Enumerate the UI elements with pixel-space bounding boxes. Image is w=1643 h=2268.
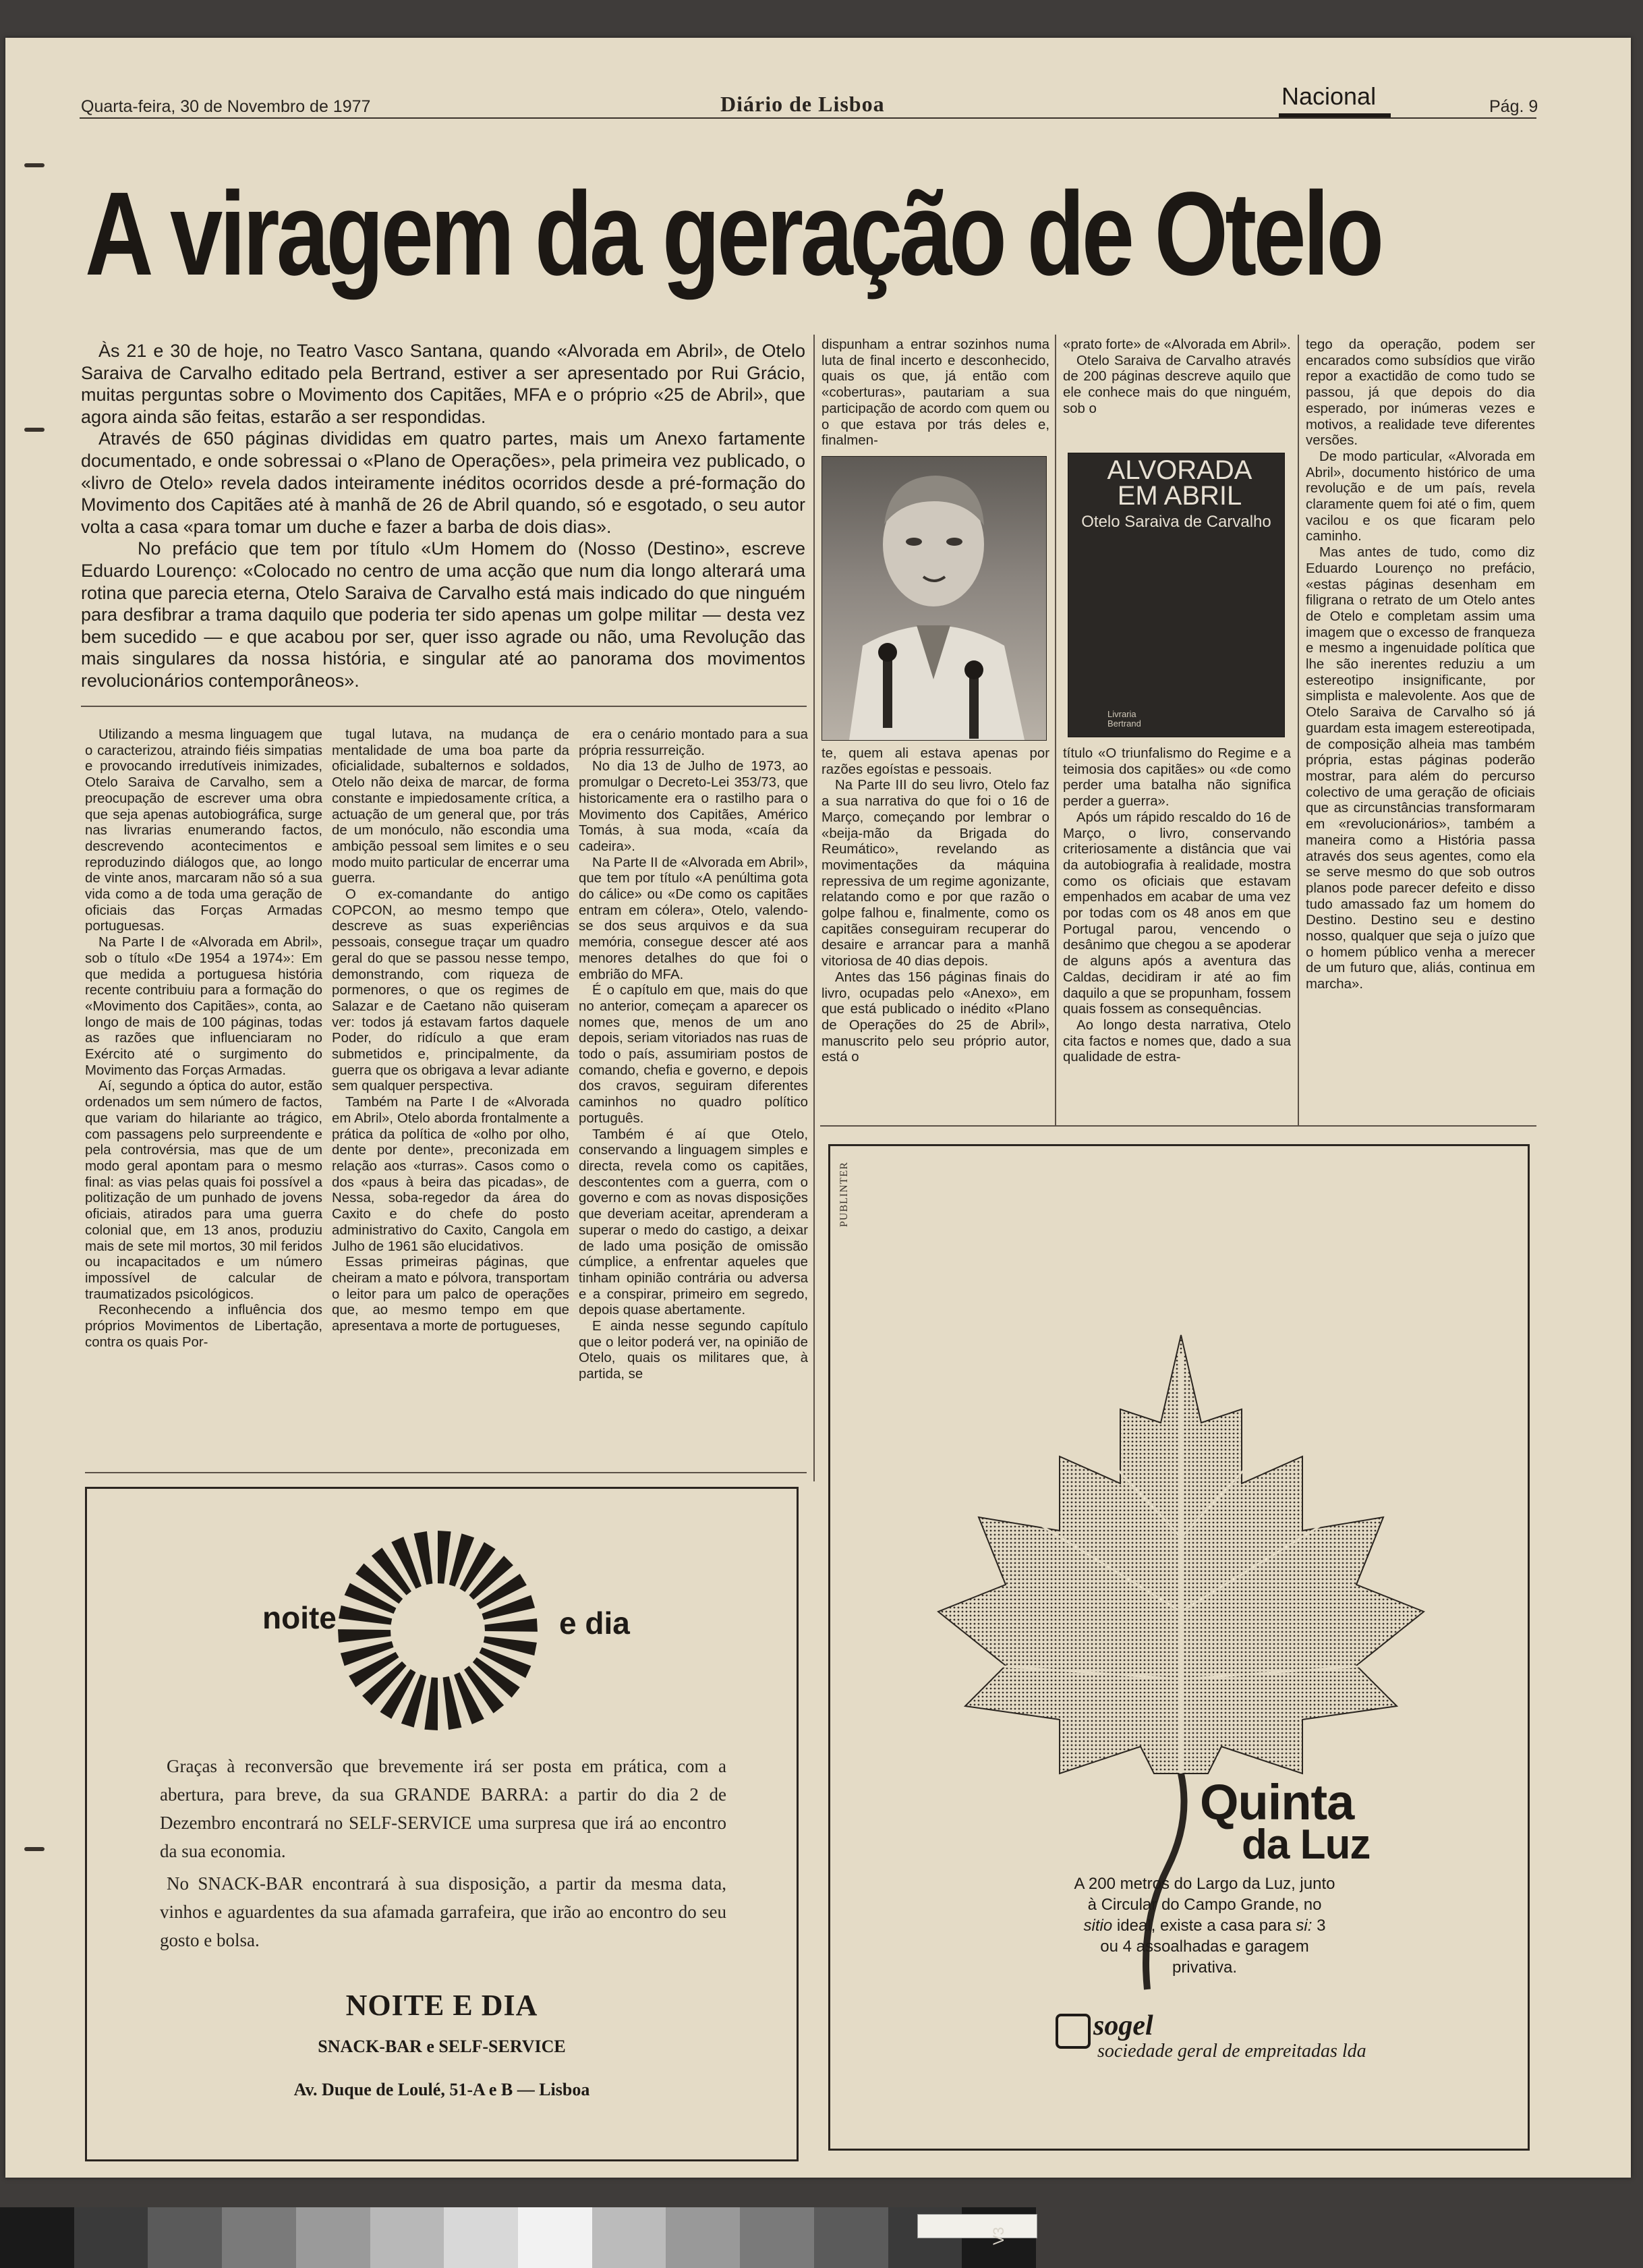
article-paragraph: Na Parte II de «Alvorada em Abril», que tem por título «A penúltima gota do cálice» ou «De como os capitães entram em cólera», Otelo, valendo-se dos seus arquivos e da sua memória, consegue descer até aos menores detalhes do que foi o embrião do MFA. [579, 855, 808, 982]
article-paragraph: tego da operação, podem ser encarados como subsídios que virão repor a exactidão de como tudo se passou, já que depois do dia esperado, por inúmeras vezes e motivos, a realidade teve diferentes versões. [1306, 337, 1535, 449]
quinta-brand-luz: da Luz [1242, 1821, 1371, 1868]
staple-mark [24, 1847, 45, 1851]
article-column-4-top [822, 337, 1049, 449]
article-column-5-top [1063, 337, 1291, 418]
lead-paragraph: Às 21 e 30 de hoje, no Teatro Vasco Santana, quando «Alvorada em Abril», de Otelo Saraiva de Carvalho editado pela Bertrand, estiver a ser apresentado por Rui Grácio, muitas perguntas sobre o Movimento dos Capitães, MFA e o próprio «25 de Abril», que agora ainda são feitas, estarão a ser respondidas. [81, 341, 805, 427]
sunburst-ray [438, 1531, 451, 1584]
article-paragraph: era o cenário montado para a sua própria ressurreição. [579, 727, 808, 758]
otelo-photo [822, 456, 1047, 741]
ad-text-part: ideal, existe a casa para [1116, 1917, 1292, 1935]
article-paragraph: Na Parte III do seu livro, Otelo faz a sua narrativa do que foi o 16 de Março, começando por lembrar o «beija-mão da Brigada do Reumático», revelando as movimentações da máquina repressiva de um regime agonizante, relatando como e por que razão o golpe falhou e, finalmente, como os capitães conseguiram recuperar do desaire e arrancar para a manhã vitoriosa de 40 dias depois. [822, 778, 1049, 969]
article-paragraph: Utilizando a mesma linguagem que o caracterizou, atraindo fiéis simpatias e provocando irredutíveis inimizades, Otelo Saraiva de Carvalho, sem a preocupação de escrever uma obra que seja apenas autobiográfica, surge nas livrarias enumerando factos, descrevendo acontecimentos e reproduzindo diálogos que, ao longo de vinte anos, marcaram não só a sua vida como a de toda uma geração de oficiais das Forças Armadas portuguesas. [85, 727, 322, 934]
issue-date: Quarta-feira, 30 de Novembro de 1977 [81, 97, 371, 116]
article-column-1 [85, 727, 322, 1351]
article-column-2 [332, 727, 569, 1335]
article-paragraph: Também é aí que Otelo, conservando a linguagem simples e directa, revela como os capitães, descontentes com a guerra, com o governo e com as novas disposições que deveriam aceitar, aprenderam a superar o medo do castigo, a deixar de lado uma posição de omissão cúmplice, a enfrentar aqueles que tinham opinião contrária ou adversa e a conspirar, primeiro em segredo, depois quase abertamente. [579, 1127, 808, 1318]
headline: A viragem da geração de Otelo [85, 168, 1381, 300]
article-paragraph: Antes das 156 páginas finais do livro, ocupadas pelo «Anexo», em que está publicado o inédito «Plano de Operações do 25 de Abril», manuscrito pelo seu próprio autor, está o [822, 969, 1049, 1065]
sunburst-ray [484, 1618, 537, 1632]
ad-word-dia: e dia [559, 1606, 630, 1641]
article-paragraph: E ainda nesse segundo capítulo que o leitor poderá ver, na opinião de Otelo, quais os militares que, à partida, se [579, 1319, 808, 1382]
article-paragraph: Mas antes de tudo, como diz Eduardo Lourenço no prefácio, «estas páginas desenham em filigrana o retrato de um Otelo antes de Otelo e completam assim uma imagem que o excesso de franqueza e mesmo a ingenuidade política que lhe são inerentes reduziu a um estereotipo insignificante, por simplista e malevolente. Aos que de Otelo Saraiva de Carvalho só já guardam esta imagem estereotipada, de composição alheia mas também própria, estas páginas poderão mostrar, para além do percurso colectivo de uma geração de oficiais que as circunstâncias transformaram em «revolucionários», também a maneira como a História passa através dos seus agentes, como ela se serve mesmo do que sob outros planos pode parecer defeito e disso tudo amassado faz um homem do Destino. Destino seu e destino nosso, qualquer que seja o juízo que o homem público venha a merecer de um futuro que, aliás, continua em marcha». [1306, 545, 1535, 992]
book-author: Otelo Saraiva de Carvalho [1081, 513, 1271, 531]
article-paragraph: dispunham a entrar sozinhos numa luta de final incerto e desconhecido, quais os que, já então com «coberturas», pautariam a sua participação de acordo com quem ou o que estava por trás deles e, finalmen- [822, 337, 1049, 449]
article-column-6 [1306, 337, 1535, 993]
ad-text-part: A 200 metros do Largo da Luz, junto à Circular do Campo Grande, no [1074, 1875, 1335, 1914]
article-paragraph: O ex-comandante do antigo COPCON, ao mesmo tempo que descreve as suas experiências pessoais, consegue traçar um quadro geral do que se passou nesse tempo, demonstrando, com riqueza de pormenores, o que os regimes de Salazar e de Caetano não quiseram ver: todos já estavam fartos daquele Poder, do ridículo a que eram submetidos e, principalmente, da guerra que os obrigava a levar adiante sem qualquer perspectiva. [332, 887, 569, 1094]
newspaper-name: Diário de Lisboa [720, 92, 885, 116]
article-paragraph: Otelo Saraiva de Carvalho através de 200 páginas descreve aquilo que ele conhece mais do que ninguém, sob o [1063, 353, 1291, 416]
article-end-rule [85, 1472, 807, 1473]
noite-e-dia-ad [85, 1487, 799, 2161]
quinta-da-luz-ad [828, 1144, 1530, 2151]
article-end-rule [820, 1125, 1536, 1127]
article-paragraph: É o capítulo em que, mais do que no anterior, começam a aparecer os nomes que, menos de um ano depois, seriam vitoriados nas ruas de todo o país, assumiriam postos de comando, chefia e governo, e depois dos cravos, seguiram diferentes caminhos no quadro político português. [579, 983, 808, 1126]
ad-text-part: si: [1296, 1917, 1313, 1935]
article-paragraph: tugal lutava, na mudança de mentalidade de uma boa parte da oficialidade, subalternos e soldados, Otelo não deixa de marcar, de forma constante e impiedosamente crítica, a actuação de um general que, por trás de um monóculo, não escondia uma ambição pessoal sem limites e o seu modo muito particular de encerrar uma guerra. [332, 727, 569, 886]
article-column-4-bottom [822, 746, 1049, 1066]
ad-business-type: SNACK-BAR e SELF-SERVICE [318, 2037, 566, 2056]
scale-ruler [917, 2214, 1037, 2238]
header-rule [80, 117, 1536, 119]
lead-rule [81, 706, 807, 707]
article-paragraph: Também na Parte I de «Alvorada em Abril», Otelo aborda frontalmente a prática da política de «olho por olho, dente por dente», preconizada em relação aos «turras». Casos como o dos «paus à beira das picadas», de Nessa, soba-regedor da área do Caxito e do chefe do posto administrativo do Caxito, Cangola em Julho de 1961 são elucidativos. [332, 1095, 569, 1254]
article-paragraph: «prato forte» de «Alvorada em Abril». [1063, 337, 1291, 352]
ad-text-part: sitio [1083, 1917, 1113, 1935]
article-paragraph: Essas primeiras páginas, que cheiram a mato e pólvora, transportam o leitor para um palco de operações que, ao mesmo tempo em que apresentava a morte de portugueses, [332, 1255, 569, 1334]
section-name: Nacional [1281, 82, 1377, 110]
newspaper-page [5, 38, 1631, 2178]
ad-address: Av. Duque de Loulé, 51-A e B — Lisboa [293, 2080, 590, 2099]
article-column-5-bottom [1063, 746, 1291, 1066]
portrait-illustration [822, 457, 1046, 740]
sunburst-ray [424, 1677, 438, 1730]
book-title: ALVORADA EM ABRIL [1107, 455, 1252, 511]
ad-paragraph: Graças à reconversão que brevemente irá ser posta em prática, com a abertura, para breve, da sua GRANDE BARRA: a partir do dia 2 de Dezembro encontrará no SELF-SERVICE uma surpresa que irá ao encontro da sua economia. [160, 1756, 726, 1861]
book-publisher: Livraria Bertrand [1107, 709, 1141, 729]
ad-text-part: 3 ou 4 assoalhadas e garagem privativa. [1100, 1917, 1326, 1977]
ad-paragraph: No SNACK-BAR encontrará à sua disposição, a partir da mesma data, vinhos e aguardentes da sua afamada garrafeira, que irão ao encontro do seu gosto e bolsa. [160, 1873, 726, 1950]
article-paragraph: No dia 13 de Julho de 1973, ao promulgar o Decreto-Lei 353/73, que historicamente era o rastilho para o Movimento dos Capitães, Américo Tomás, à sua moda, «caía da cadeira». [579, 759, 808, 854]
staple-mark [24, 163, 45, 167]
strip-code: V3 [990, 2227, 1007, 2245]
article-paragraph: Após um rápido rescaldo do 16 de Março, o livro, conservando criteriosamente a distância que vai da autobiografia à realidade, mostra como os oficiais que estavam empenhados em acabar de uma vez por todas com os 48 anos em que Portugal parou, vencendo o desânimo que chegou a se apoderar de alguns após a aventura das Caldas, decidiram ir até ao fim daquilo a que se propunham, fossem quais fossem as consequências. [1063, 810, 1291, 1017]
ad-agency-credit: PUBLINTER [838, 1162, 850, 1227]
column-rule [1055, 335, 1056, 1125]
ad-body-text [160, 1752, 726, 1958]
article-paragraph: te, quem ali estava apenas por razões egoístas e pessoais. [822, 746, 1049, 777]
quinta-ad-text [1073, 1873, 1336, 1978]
sunburst-ray [338, 1629, 391, 1643]
article-paragraph: Aí, segundo a óptica do autor, estão ordenados um sem número de factos, que variam do hilariante ao trágico, com passagens pelo surpreendente e pela controvérsia, mas que de um modo geral apontam para o mesmo final: as vias pelas quais foi possível a politização de um punhado de jovens oficiais, atirados para uma guerra colonial que, em 13 anos, produziu mais de sete mil mortos, 30 mil feridos ou incapacitados e um número impossível de calcular de traumatizados psicológicos. [85, 1079, 322, 1302]
ad-business-name: NOITE E DIA [345, 1989, 538, 2022]
column-rule [1298, 335, 1299, 1125]
article-paragraph: título «O triunfalismo do Regime e a teimosia dos capitães» ou «de como perder uma batalha não significa perder a guerra». [1063, 746, 1291, 810]
sogel-logo-icon [1056, 2014, 1091, 2049]
lead-paragraph: No prefácio que tem por título «Um Homem do (Nosso (Destino», escreve Eduardo Lourenço: «Colocado no centro de uma acção que num dia longo alterará uma rotina que parecia eterna, Otelo Saraiva de Carvalho está mais indicado do que ninguém para desfibrar a trama daquilo que poderia ter sido apenas um golpe militar — desta vez bem sucedido — e que acabou por ser, quer isso agrade ou não, uma Revolução das mais singulares da nossa história, e singular até ao panorama dos movimentos revolucionários contemporâneos». [81, 538, 805, 691]
book-cover [1068, 453, 1285, 737]
article-column-3 [579, 727, 808, 1383]
ad-word-noite: noite [262, 1600, 337, 1635]
company-name: sogel [1093, 2010, 1153, 2041]
article-paragraph: De modo particular, «Alvorada em Abril», documento histórico de uma revolução e de um país, revela claramente quem foi até o fim, quem vacilou e os que ficaram pelo caminho. [1306, 449, 1535, 544]
column-rule [813, 335, 815, 1481]
article-paragraph: Reconhecendo a influência dos próprios Movimentos de Libertação, contra os quais Por- [85, 1303, 322, 1350]
sunburst-logo-icon [337, 1529, 552, 1732]
quinta-brand: Quinta [1200, 1774, 1354, 1830]
page-number: Pág. 9 [1489, 97, 1538, 116]
lead-paragraph: Através de 650 páginas divididas em quatro partes, mais um Anexo fartamente documentado, e onde sobressai o «Plano de Operações», pela primeira vez publicado, o «livro de Otelo» revela dados inteiramente inéditos ocorridos desde a pré-formação do Movimento dos Capitães até à manhã de 26 de Abril quando, só e esgotado, o seu autor volta a casa «para tomar um duche e fazer a barba de dois dias». [81, 428, 805, 537]
company-full-name: sociedade geral de empreitadas lda [1097, 2041, 1366, 2062]
staple-mark [24, 428, 45, 432]
lead-paragraphs [81, 340, 805, 692]
color-calibration-strip [0, 2207, 1036, 2268]
article-paragraph: Ao longo desta narrativa, Otelo cita factos e nomes que, dado a sua qualidade de estra- [1063, 1017, 1291, 1065]
article-paragraph: Na Parte I de «Alvorada em Abril», sob o título «De 1954 a 1974»: Em que medida a portuguesa história recente contribuiu para a formação do «Movimento dos Capitães», conta, ao longo de mais de 100 páginas, todas as razões que influenciaram no Exército até o surgimento do Movimento das Forças Armadas. [85, 935, 322, 1078]
